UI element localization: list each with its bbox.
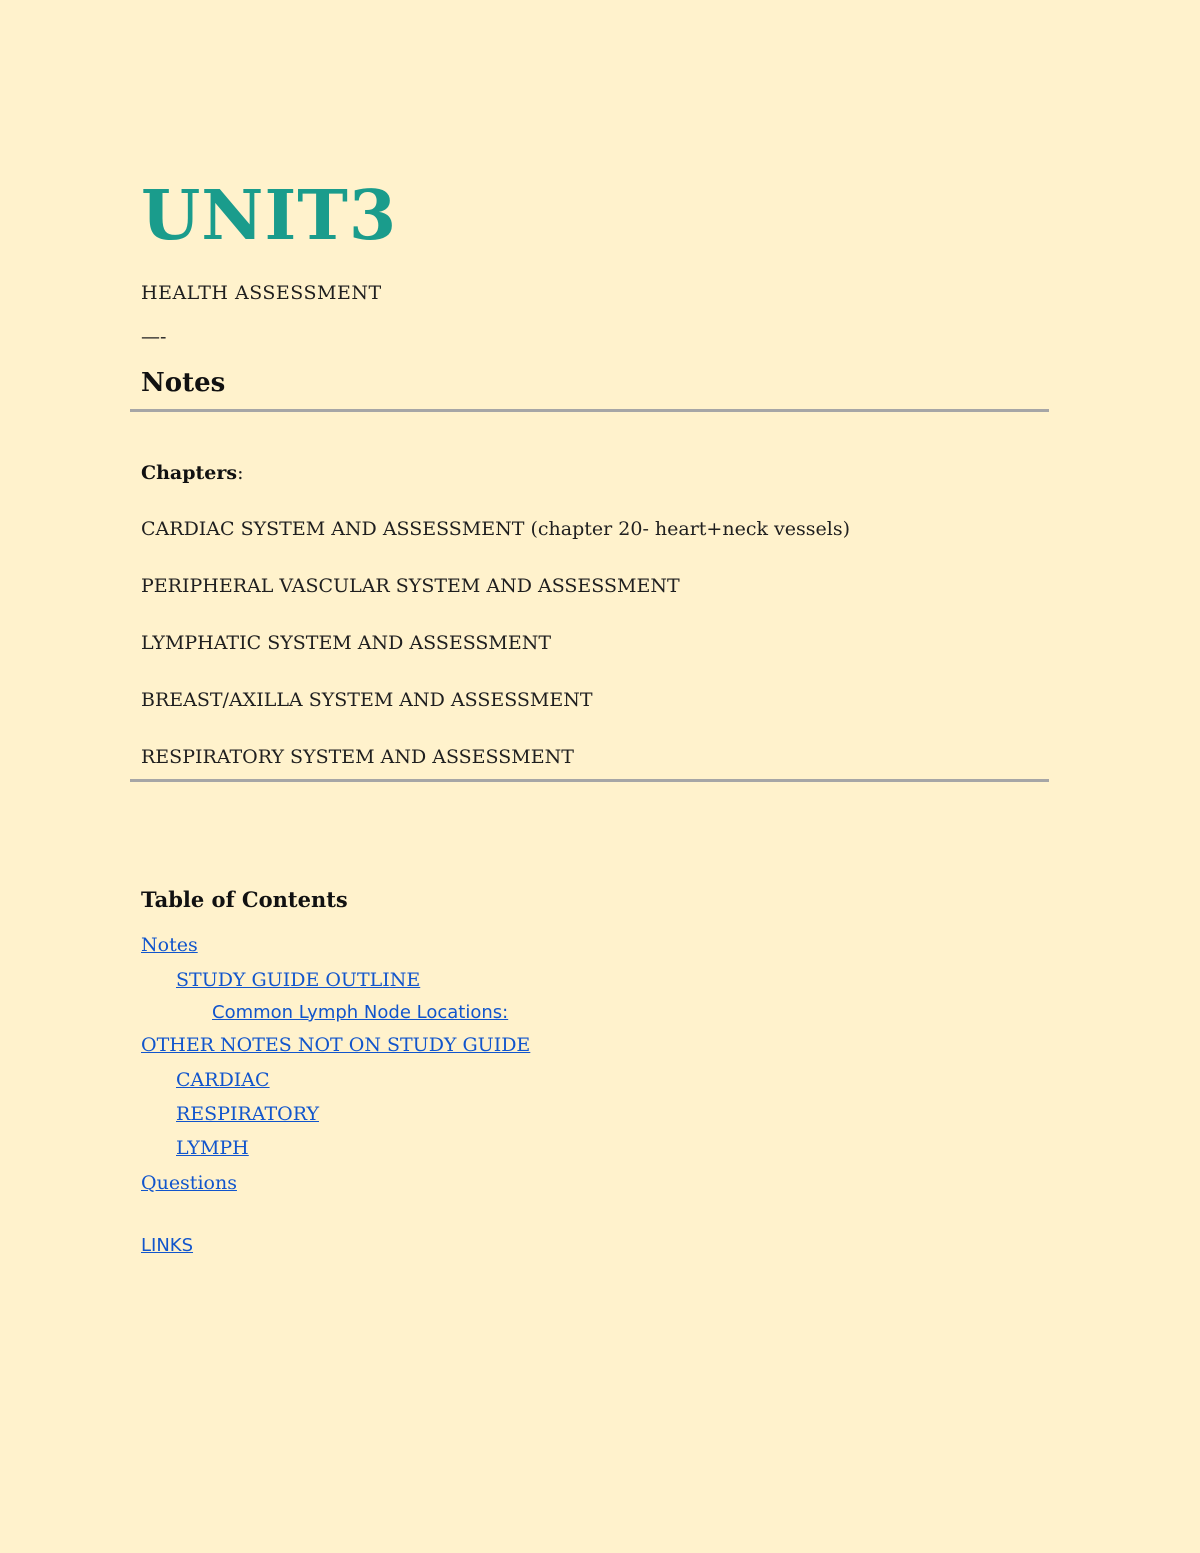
separator-dash: —- [141, 326, 167, 348]
chapters-label-colon: : [237, 462, 244, 484]
horizontal-rule-top [130, 409, 1049, 412]
toc-link-notes[interactable]: Notes [141, 934, 198, 956]
toc-link-cardiac[interactable]: CARDIAC [176, 1069, 270, 1091]
toc-link-links[interactable]: LINKS [141, 1235, 194, 1256]
toc-link-lymph[interactable]: LYMPH [176, 1137, 249, 1159]
document-title: UNIT3 [141, 176, 398, 256]
chapter-item-cardiac: CARDIAC SYSTEM AND ASSESSMENT (chapter 20- heart+neck vessels) [141, 518, 850, 540]
chapter-list [141, 517, 850, 802]
chapters-label-text: Chapters [141, 462, 238, 484]
chapter-item-respiratory: RESPIRATORY SYSTEM AND ASSESSMENT [141, 746, 574, 768]
chapter-item-lymphatic: LYMPHATIC SYSTEM AND ASSESSMENT [141, 632, 552, 654]
chapter-item-breast-axilla: BREAST/AXILLA SYSTEM AND ASSESSMENT [141, 689, 593, 711]
toc-link-study-guide-outline[interactable]: STUDY GUIDE OUTLINE [176, 969, 421, 991]
notes-heading: Notes [141, 368, 226, 398]
toc-link-common-lymph-node-locations[interactable]: Common Lymph Node Locations: [212, 1002, 509, 1023]
toc-heading: Table of Contents [141, 887, 348, 912]
horizontal-rule-bottom [130, 779, 1049, 782]
toc-link-questions[interactable]: Questions [141, 1172, 237, 1194]
chapters-label [141, 461, 244, 485]
document-subtitle: HEALTH ASSESSMENT [141, 282, 382, 304]
toc-link-other-notes[interactable]: OTHER NOTES NOT ON STUDY GUIDE [141, 1034, 531, 1056]
toc-link-respiratory[interactable]: RESPIRATORY [176, 1103, 319, 1125]
chapter-item-peripheral-vascular: PERIPHERAL VASCULAR SYSTEM AND ASSESSMENT [141, 575, 680, 597]
